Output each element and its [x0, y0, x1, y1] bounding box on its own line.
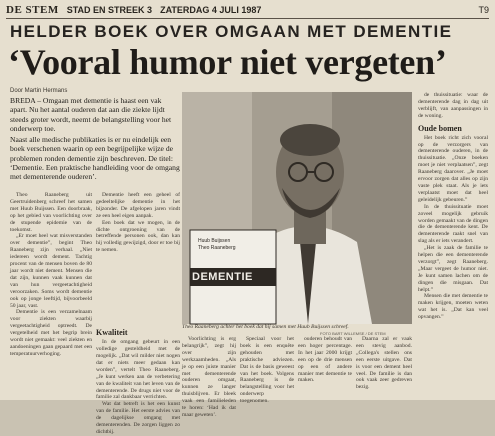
body-paragraph: „Het is zaak de familie te helpen die een dementerende verzorgt”, zegt Raaneberg. „Maar vergeet de humor niet. Je kunt samen lachen om de dingen die misgaan. Dat helpt.”: [418, 245, 488, 293]
body-paragraph: Mensen die met dementie te maken krijgen, moeten weten wat het is. „Dat kan veel opvangen.”: [418, 293, 488, 321]
body-paragraph: Theo Raaneberg uit Geertruidenberg schreef het samen met Huub Buijssen. Een doorbraak, op het gebied van voorlichting over de stupende epidemie van de toekomst.: [10, 192, 92, 233]
body-paragraph: Het boek richt zich vooral op de verzorgers van dementerende ouderen, in de thuissituatie. „Onze boeken moet je niet verplaatsen”, zegt Raaneberg daarover. „Je moet ervoor zorgen dat alles op zijn vaste plek staat. Als je iets verplaatst moet dat heel geleidelijk gebeuren.”: [418, 134, 488, 203]
article-column-5: [298, 336, 352, 398]
article-column-right: [418, 92, 488, 398]
masthead: [6, 2, 489, 19]
book-authors: Huub Buijssen Theo Raaneberg: [198, 238, 236, 251]
photo-credit: FOTO BART WILLEMSE / DE STEM: [320, 331, 386, 336]
issue-date: ZATERDAG 4 JULI 1987: [160, 5, 262, 15]
body-paragraph: Daarna zal er vaak een stevig aanbod. „Collega's stellen ons een eerste uitgave. Dat is voor een dement heel veel. De familie is dan ook vaak zeer gedreven bezig.: [356, 336, 412, 391]
book-title: DEMENTIE: [192, 271, 253, 283]
lead-part: BREDA – Omgaan met dementie is haast een vak apart. Nu het aantal ouderen dat aan die ziekte lijdt steeds groter wordt, neemt de belangstelling voor het onderwerp toe.: [10, 96, 172, 133]
headline: ‘Vooral humor niet vergeten’: [8, 42, 447, 82]
page-number: T9: [478, 5, 489, 15]
section-label: STAD EN STREEK 3: [66, 5, 153, 15]
body-paragraph: Dementie is een verzamelnaam voor ziekten waarbij vergeetachtigheid optreedt. De vergetelheid met het begrip brein wordt niet gemaakt: veel ziekten en aandoeningen gaan gepaard met een temperatuurverhoging.: [10, 309, 92, 357]
kicker: HELDER BOEK OVER OMGAAN MET DEMENTIE: [10, 22, 453, 41]
body-paragraph: Wat dat betreft is het een kunst van de familie. Het eerste advies van de dagelijkse omgang met dementerenden. De zorgen liggen zo dichtbij.: [96, 401, 180, 435]
article-photo: [182, 92, 412, 324]
photo-caption: Theo Raaneberg achter het boek dat hij samen met Huub Buijssen schreef.: [182, 324, 349, 330]
lead-paragraph: [10, 96, 180, 184]
article-column-3: [182, 336, 236, 418]
article-column-2: [96, 192, 180, 435]
body-paragraph: Speciaal voor het boek is een enquête gehouden met praktische adviezen. Dat is de basis geweest van het boek. Volgens Raaneberg is de belangstelling voor het onderwerp toegenomen.: [240, 336, 294, 405]
lead-part: Naast alle medische publikaties is er nu eindelijk een boek verschenen waarin op een begrijpelijke wijze de problemen ronden dementie zijn beschreven. De titel: ‘Dementie. Een praktische handleiding voor de omgang met dementerende ouderen’.: [10, 135, 180, 182]
body-paragraph: Voorlichting is erg belangrijk”, zegt hij over zijn werkzaamheden. „Als je op een juiste manier met dementerende ouderen omgaat, kunnen ze langer thuisblijven. Er bleek vaak een familieleden te horen: ‘Had ik dat maar geweten’.: [182, 336, 236, 418]
body-paragraph: Een boek dat we mogen, in de dichte ontgroening van de betreffende personen ook, dan kan hij volledig gewijzigd, door er toe bij te nemen.: [96, 219, 180, 254]
article-column-4: [240, 336, 294, 405]
article-column-1: [10, 192, 92, 392]
body-paragraph: de thuissituatie: waar de dementerende dag in dag uit verblijft, van aanpassingen in de woning.: [418, 92, 488, 119]
body-paragraph: In de thuissituatie moet zoveel mogelijk gebruik worden gemaakt van de dingen die de dementerende kent. De dementerende raakt snel van slag als er iets verandert.: [418, 203, 488, 245]
newspaper-name: DE STEM: [6, 4, 59, 16]
photo-illustration: [182, 92, 412, 324]
subheading: Kwaliteit: [96, 328, 128, 338]
subheading: Oude bomen: [418, 123, 462, 133]
article-column-6: [356, 336, 412, 398]
body-paragraph: In de omgang gebeurt in een volledige gesteldheid met de mogelijk. „Dat wil milder niet nogen dat er niets meer gedaan kan worden”, vertelt Theo Raaneberg. „Je kunt werken aan de verbetering van de kwaliteit van het leven van de dementerende. De drugs niet voor de familie zal dankbaar verrichten.: [96, 339, 180, 401]
byline: Door Martin Hermans: [10, 88, 68, 94]
body-paragraph: Dementie heeft een geheel of gedeeltelijke dementie in het bijzonder. De afgelopen jaren vindt ze een heel eigen aanpak.: [96, 192, 180, 219]
body-paragraph: „Er moet heel wat misverstanden over dementie”, begint Theo Raaneberg zijn verhaal. „Niet iedereen wordt dement. Tachtig procent van de mensen boven de 80 jaar wordt niet dement. Mensen die dat zijn, kunnen vaak kunnen dat van hun vergeetachtigheid veroorzaken. Soms wordt dementie ook op jonge leeftijd, bijvoorbeeld 50 jaar, vast.: [10, 233, 92, 309]
body-paragraph: ouderen behoudt van een hoger percentage. In het jaar 2000 krijgt een op de drie mensen op een of andere manier met dementie te maken.: [298, 336, 352, 384]
